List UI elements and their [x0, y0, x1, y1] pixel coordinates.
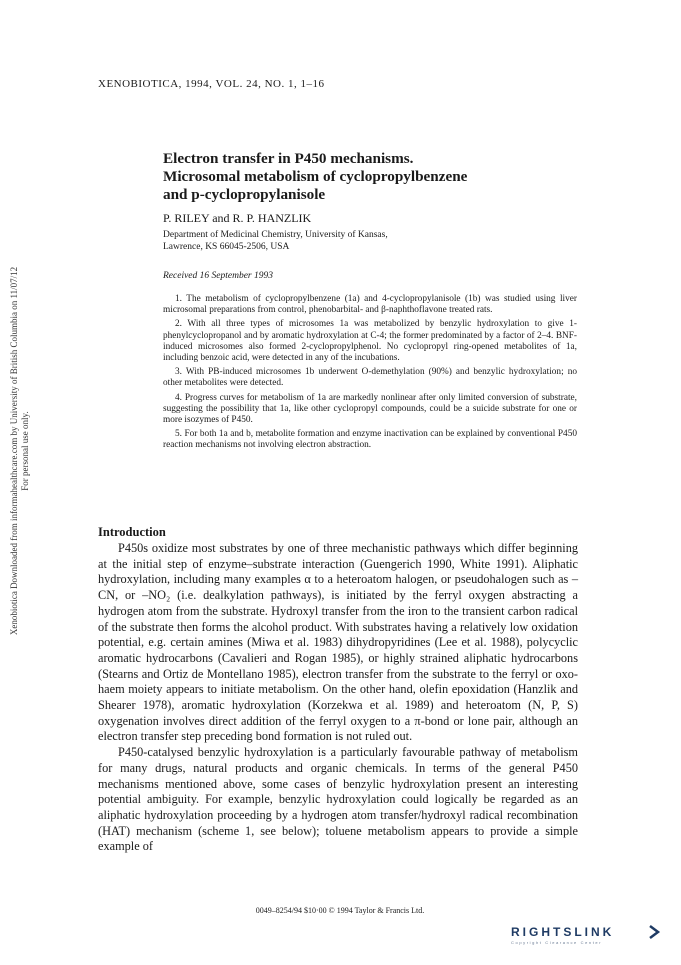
abstract [163, 294, 577, 455]
title-line-3: and p-cyclopropylanisole [163, 186, 326, 203]
author-list: P. RILEY and R. P. HANZLIK [163, 211, 312, 225]
watermark-line-2: For personal use only. [20, 411, 30, 491]
watermark-line-1: Xenobiotica Downloaded from informahealthcare.com by University of British Columbia on 11/07/12 [9, 266, 19, 636]
download-watermark [9, 241, 31, 661]
introduction-body [98, 541, 578, 855]
copyright-footer: 0049–8254/94 $10·00 © 1994 Taylor & Francis Ltd. [255, 906, 425, 915]
received-date: Received 16 September 1993 [163, 271, 273, 281]
journal-name: XENOBIOTICA [98, 78, 179, 90]
article-title [163, 150, 583, 204]
title-line-1: Electron transfer in P450 mechanisms. [163, 150, 414, 167]
affiliation-line-1: Department of Medicinal Chemistry, University of Kansas, [163, 230, 388, 240]
abstract-point: 1. The metabolism of cyclopropylbenzene (1a) and 4-cyclopropylanisole (1b) was studied using liver microsomal preparations from control, phenobarbital- and β-naphthoflavone treated rats. [163, 294, 577, 316]
body-paragraph: P450-catalysed benzylic hydroxylation is a particularly favourable pathway of metabolism for many drugs, natural products and organic chemicals. In terms of the general P450 mechanisms mentioned above, some cases of benzylic hydroxylation present an interesting potential ambiguity. For example, benzylic hydroxylation could logically be regarded as an aliphatic hydroxylation proceeding by a hydrogen atom transfer/hydroxyl radical recombination (HAT) mechanism (scheme 1, see below); toluene metabolism appears to provide a simple example of [98, 745, 578, 854]
rightslink-logo[interactable] [511, 925, 661, 951]
journal-citation: , 1994, VOL. 24, NO. 1, 1–16 [178, 78, 325, 90]
title-line-2: Microsomal metabolism of cyclopropylbenzene [163, 168, 468, 185]
affiliation [163, 230, 388, 253]
abstract-point: 2. With all three types of microsomes 1a was metabolized by benzylic hydroxylation to give 1-phenylcyclopropanol and by aromatic hydroxylation at C-4; the former predominated by a factor of 2–4. BNF-induced microsomes also formed 2-cyclopropylphenol. No cyclopropyl ring-opened metabolites of 1a, including benzoic acid, were detected in any of the incubations. [163, 319, 577, 364]
rightslink-label: RIGHTSLINK [511, 925, 615, 939]
arrow-icon [647, 925, 661, 939]
journal-header [98, 78, 324, 90]
abstract-point: 5. For both 1a and b, metabolite formation and enzyme inactivation can be explained by conventional P450 reaction mechanisms not involving electron abstraction. [163, 429, 577, 451]
rightslink-tagline: Copyright Clearance Center [511, 940, 603, 945]
abstract-point: 4. Progress curves for metabolism of 1a are markedly nonlinear after only limited conversion of substrate, suggesting the possibility that 1a, like other cyclopropyl compounds, could be a suicide substrate for one or more isozymes of P450. [163, 392, 577, 426]
section-heading: Introduction [98, 525, 166, 539]
body-paragraph: P450s oxidize most substrates by one of three mechanistic pathways which differ beginning at the initial step of enzyme–substrate interaction (Guengerich 1990, White 1991). Aliphatic hydroxylation, including many examples α to a heteroatom halogen, or pseudohalogen such as –CN, or –NO₂ (i.e. dealkylation pathways), is initiated by the ferryl oxygen abstracting a hydrogen atom from the substrate. Hydroxyl transfer from the iron to the transient carbon radical of the substrate then forms the alcohol product. With substrates having a relatively low oxidation potential, e.g. certain amines (Miwa et al. 1983) dihydropyridines (Lee et al. 1988), polycyclic aromatic hydrocarbons (Cavalieri and Rogan 1985), or highly strained aliphatic hydrocarbons (Stearns and Ortiz de Montellano 1985), electron transfer from the substrate to the ferryl or oxo-haem moiety appears to initiate metabolism. On the other hand, olefin epoxidation (Hanzlik and Shearer 1978), aromatic hydroxylation (Korzekwa et al. 1989) and heteroatom (N, P, S) oxygenation involves direct addition of the ferryl oxygen to a π-bond or lone pair, although an electron transfer step preceding bond formation is not ruled out. [98, 541, 578, 744]
abstract-point: 3. With PB-induced microsomes 1b underwent O-demethylation (90%) and benzylic hydroxylation; no other metabolites were detected. [163, 367, 577, 389]
affiliation-line-2: Lawrence, KS 66045-2506, USA [163, 241, 290, 252]
